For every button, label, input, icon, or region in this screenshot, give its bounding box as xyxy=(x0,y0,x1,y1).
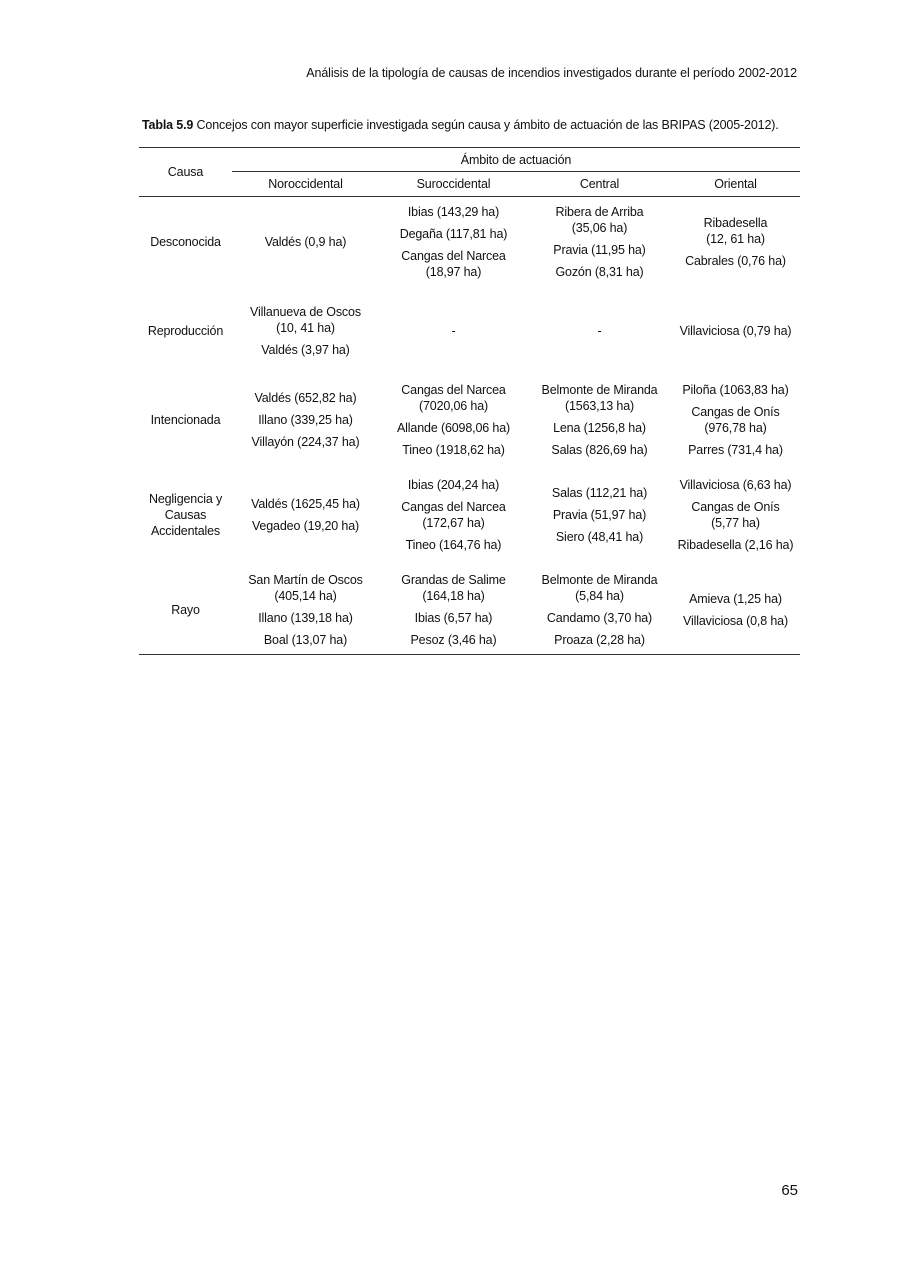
causa-label: Desconocida xyxy=(150,234,221,249)
causa-cell xyxy=(139,565,232,655)
concejo-cell-central xyxy=(528,565,671,655)
table-row xyxy=(139,197,800,287)
page-number: 65 xyxy=(781,1182,798,1199)
concejo-entry: Ibias (204,24 ha) xyxy=(407,477,500,492)
table-caption xyxy=(142,118,802,132)
concejo-entry: Piloña (1063,83 ha) xyxy=(682,382,789,397)
region-header-central: Central xyxy=(528,172,671,197)
concejo-entry: Valdés (3,97 ha) xyxy=(261,342,350,357)
concejo-cell-central xyxy=(528,464,671,565)
causa-cell xyxy=(139,286,232,375)
concejo-entry: (18,97 ha) xyxy=(425,264,482,279)
concejo-entry: Illano (139,18 ha) xyxy=(258,610,353,625)
table-caption-text: Concejos con mayor superficie investigada según causa y ámbito de actuación de las BRIPAS (2005-2012). xyxy=(193,118,779,132)
concejo-entry: (12, 61 ha) xyxy=(706,231,765,246)
concejo-cell-noroccidental xyxy=(232,197,379,287)
region-header-noroccidental: Noroccidental xyxy=(232,172,379,197)
concejo-entry: Ibias (143,29 ha) xyxy=(407,204,500,219)
concejo-entry: (5,84 ha) xyxy=(575,588,624,603)
causa-label: Intencionada xyxy=(150,412,221,427)
concejo-cell-suroccidental xyxy=(379,464,528,565)
concejo-cell-suroccidental xyxy=(379,197,528,287)
concejo-entry: Belmonte de Miranda xyxy=(541,382,658,397)
causa-label: Causas xyxy=(164,507,207,522)
concejo-cell-oriental xyxy=(671,464,800,565)
causa-label: Accidentales xyxy=(150,523,221,538)
concejo-entry: - xyxy=(451,323,456,338)
concejo-entry: Pravia (51,97 ha) xyxy=(552,507,647,522)
concejo-entry: Proaza (2,28 ha) xyxy=(554,632,645,647)
concejo-entry: Allande (6098,06 ha) xyxy=(396,420,511,435)
concejo-entry: San Martín de Oscos xyxy=(248,572,363,587)
region-header-oriental: Oriental xyxy=(671,172,800,197)
concejo-cell-oriental xyxy=(671,565,800,655)
table-row xyxy=(139,286,800,375)
concejo-entry: Pravia (11,95 ha) xyxy=(553,242,646,257)
concejo-cell-oriental xyxy=(671,197,800,287)
causa-label: Negligencia y xyxy=(148,491,223,506)
concejo-cell-central xyxy=(528,197,671,287)
concejo-entry: Tineo (1918,62 ha) xyxy=(402,442,505,457)
concejo-entry: (1563,13 ha) xyxy=(564,398,635,413)
concejo-entry: Ribera de Arriba xyxy=(555,204,644,219)
causa-label: Rayo xyxy=(171,602,200,617)
concejo-entry: (405,14 ha) xyxy=(274,588,337,603)
concejo-entry: Villayón (224,37 ha) xyxy=(251,434,360,449)
concejo-entry: Valdés (1625,45 ha) xyxy=(251,496,360,511)
causa-column-header: Causa xyxy=(139,148,232,197)
concejo-cell-noroccidental xyxy=(232,286,379,375)
concejo-entry: Cabrales (0,76 ha) xyxy=(685,253,786,268)
concejo-entry: Villaviciosa (0,79 ha) xyxy=(679,323,792,338)
concejo-cell-oriental xyxy=(671,286,800,375)
running-header: Análisis de la tipología de causas de incendios investigados durante el período 2002-2012 xyxy=(306,66,797,80)
concejo-cell-suroccidental xyxy=(379,286,528,375)
concejos-table xyxy=(139,147,800,655)
concejo-entry: - xyxy=(597,323,602,338)
concejo-entry: (172,67 ha) xyxy=(422,515,485,530)
concejo-cell-central xyxy=(528,286,671,375)
ambito-group-header: Ámbito de actuación xyxy=(232,148,800,172)
concejo-entry: Pesoz (3,46 ha) xyxy=(410,632,497,647)
concejo-entry: (164,18 ha) xyxy=(422,588,485,603)
concejo-entry: Siero (48,41 ha) xyxy=(555,529,644,544)
causa-cell xyxy=(139,197,232,287)
concejo-entry: Belmonte de Miranda xyxy=(541,572,658,587)
concejo-entry: Vegadeo (19,20 ha) xyxy=(251,518,360,533)
concejo-entry: Villaviciosa (0,8 ha) xyxy=(682,613,788,628)
concejo-entry: Salas (826,69 ha) xyxy=(551,442,648,457)
concejo-cell-oriental xyxy=(671,375,800,464)
concejo-entry: (7020,06 ha) xyxy=(418,398,489,413)
concejo-cell-noroccidental xyxy=(232,565,379,655)
concejo-entry: (5,77 ha) xyxy=(711,515,760,530)
concejo-entry: Cangas del Narcea xyxy=(401,248,506,263)
concejo-cell-suroccidental xyxy=(379,375,528,464)
concejo-entry: Salas (112,21 ha) xyxy=(551,485,648,500)
concejo-entry: (35,06 ha) xyxy=(571,220,628,235)
concejo-cell-noroccidental xyxy=(232,464,379,565)
concejo-entry: Ibias (6,57 ha) xyxy=(414,610,493,625)
concejo-entry: Candamo (3,70 ha) xyxy=(546,610,653,625)
concejo-entry: Cangas de Onís xyxy=(691,499,780,514)
concejo-entry: Amieva (1,25 ha) xyxy=(689,591,782,606)
concejo-entry: (10, 41 ha) xyxy=(276,320,335,335)
concejo-entry: Illano (339,25 ha) xyxy=(258,412,353,427)
concejo-entry: Gozón (8,31 ha) xyxy=(555,264,644,279)
concejo-entry: Cangas del Narcea xyxy=(401,499,506,514)
region-header-suroccidental: Suroccidental xyxy=(379,172,528,197)
concejo-entry: Cangas del Narcea xyxy=(401,382,506,397)
concejo-entry: Degaña (117,81 ha) xyxy=(399,226,508,241)
concejo-entry: Ribadesella (2,16 ha) xyxy=(677,537,794,552)
concejo-entry: Tineo (164,76 ha) xyxy=(405,537,502,552)
concejo-entry: Villanueva de Oscos xyxy=(250,304,361,319)
concejo-entry: Cangas de Onís xyxy=(691,404,780,419)
concejo-entry: Villaviciosa (6,63 ha) xyxy=(679,477,792,492)
table-row xyxy=(139,565,800,655)
concejo-cell-suroccidental xyxy=(379,565,528,655)
concejo-entry: Valdés (652,82 ha) xyxy=(254,390,357,405)
concejo-entry: Lena (1256,8 ha) xyxy=(553,420,646,435)
concejo-entry: Boal (13,07 ha) xyxy=(263,632,348,647)
concejo-entry: (976,78 ha) xyxy=(704,420,767,435)
concejo-entry: Valdés (0,9 ha) xyxy=(264,234,347,249)
concejo-entry: Parres (731,4 ha) xyxy=(688,442,783,457)
causa-cell xyxy=(139,375,232,464)
table-row xyxy=(139,464,800,565)
concejo-entry: Grandas de Salime xyxy=(401,572,506,587)
causa-label: Reproducción xyxy=(147,323,224,338)
causa-cell xyxy=(139,464,232,565)
concejo-cell-noroccidental xyxy=(232,375,379,464)
concejo-entry: Ribadesella xyxy=(703,215,768,230)
concejo-cell-central xyxy=(528,375,671,464)
table-row xyxy=(139,375,800,464)
table-caption-label: Tabla 5.9 xyxy=(142,118,194,132)
